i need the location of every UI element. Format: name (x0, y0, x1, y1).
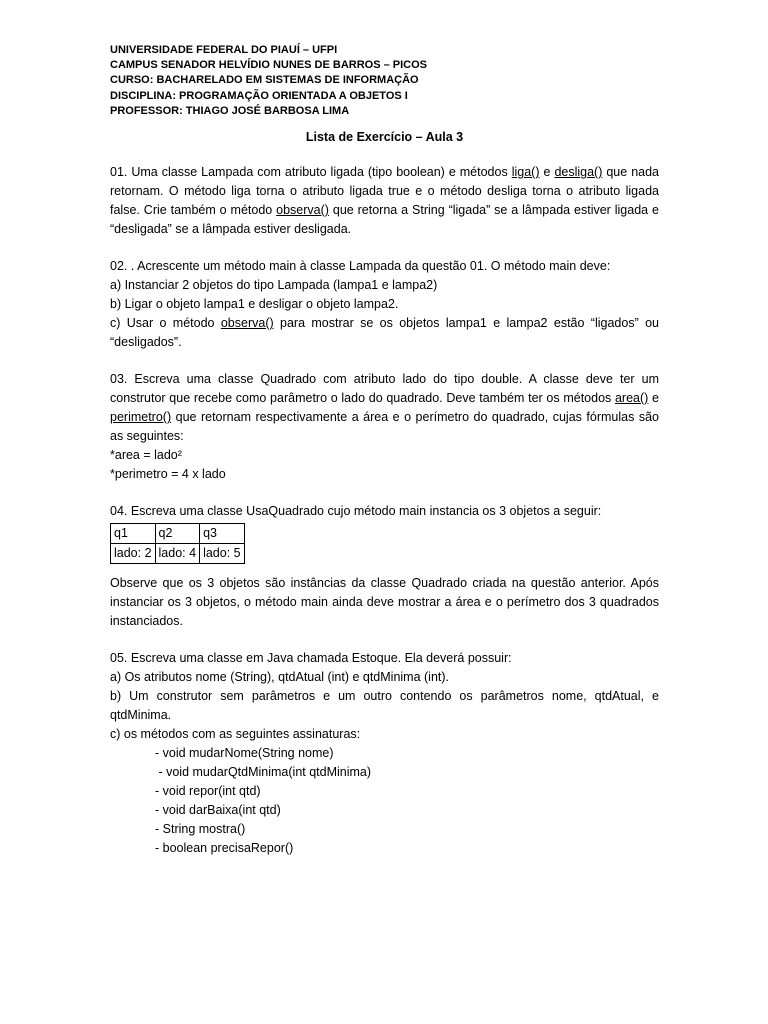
q2-c-text-a: c) Usar o método (110, 316, 221, 331)
table-cell-q1: q1 (111, 524, 156, 544)
q5-item-a: a) Os atributos nome (String), qtdAtual (int) e qtdMinima (int). (110, 670, 450, 685)
q5-method-darbaixa: - void darBaixa(int qtd) (155, 803, 281, 818)
header-university: UNIVERSIDADE FEDERAL DO PIAUÍ – UFPI (110, 44, 338, 56)
q2-item-b: b) Ligar o objeto lampa1 e desligar o objeto lampa2. (110, 297, 399, 312)
q2-item-c (110, 314, 659, 352)
q1-text-a: 01. Uma classe Lampada com atributo ligada (tipo boolean) e métodos (110, 165, 512, 180)
q5-method-mudarnome: - void mudarNome(String nome) (155, 746, 334, 761)
q5-method-precisarepor: - boolean precisaRepor() (155, 841, 294, 856)
q1-text-b: e (539, 165, 555, 180)
q5-intro: 05. Escreva uma classe em Java chamada Estoque. Ela deverá possuir: (110, 651, 512, 666)
header-course: CURSO: BACHARELADO EM SISTEMAS DE INFORMAÇÃO (110, 74, 419, 87)
question-03 (110, 370, 659, 484)
q3-text-c: que retornam respectivamente a área e o perímetro do quadrado, cujas fórmulas são as seguintes: (110, 410, 659, 444)
q3-text-b: e (648, 391, 659, 406)
question-02 (110, 257, 659, 352)
q1-text-c: que nada retornam. O método liga torna o atributo ligada true e o método desliga torna o atributo ligada false. Crie também o método (110, 165, 660, 218)
table-cell-lado-q3: lado: 5 (200, 544, 245, 564)
q5-method-mostra: - String mostra() (155, 822, 246, 837)
q3-method-perimetro: perimetro() (110, 410, 172, 425)
table-cell-q2: q2 (155, 524, 200, 544)
q3-text-a: 03. Escreva uma classe Quadrado com atributo lado do tipo double. A classe deve ter um construtor que recebe como parâmetro o lado do quadrado. Deve também ter os métodos (110, 372, 659, 406)
q1-method-liga: liga() (511, 165, 540, 180)
q5-item-b: b) Um construtor sem parâmetros e um outro contendo os parâmetros nome, qtdAtual, e qtdMinima. (110, 689, 659, 723)
document-header (110, 43, 659, 119)
q1-text-d: que retorna a String “ligada” se a lâmpada estiver ligada e “desligada” se a lâmpada estiver desligada. (110, 203, 659, 237)
table-cell-lado-q2: lado: 4 (155, 544, 200, 564)
header-discipline: DISCIPLINA: PROGRAMAÇÃO ORIENTADA A OBJETOS I (110, 89, 408, 102)
q3-formula-area: *area = lado² (110, 448, 182, 463)
q3-method-area: area() (614, 391, 649, 406)
q3-statement (110, 370, 659, 446)
q4-objects-table (110, 523, 245, 564)
question-05 (110, 649, 659, 858)
header-campus: CAMPUS SENADOR HELVÍDIO NUNES DE BARROS – PICOS (110, 59, 428, 72)
q4-intro: 04. Escreva uma classe UsaQuadrado cujo método main instancia os 3 objetos a seguir: (110, 504, 602, 519)
q2-item-a: a) Instanciar 2 objetos do tipo Lampada (lampa1 e lampa2) (110, 278, 438, 293)
q2-intro: 02. . Acrescente um método main à classe Lampada da questão 01. O método main deve: (110, 259, 611, 274)
table-cell-q3: q3 (200, 524, 245, 544)
q2-method-observa: observa() (220, 316, 274, 331)
q1-method-observa: observa() (276, 203, 329, 218)
q5-method-mudarqtdminima: - void mudarQtdMinima(int qtdMinima) (155, 765, 372, 780)
q4-after-text: Observe que os 3 objetos são instâncias da classe Quadrado criada na questão anterior. Após instanciar os 3 objetos, o método main ainda deve mostrar a área e o perímetro dos 3 quadrados instanciados. (110, 576, 659, 629)
q3-formula-perimetro: *perimetro = 4 x lado (110, 467, 226, 482)
document-content (110, 43, 659, 858)
q1-method-desliga: desliga() (554, 165, 603, 180)
q5-item-c: c) os métodos com as seguintes assinaturas: (110, 727, 361, 742)
table-cell-lado-q1: lado: 2 (111, 544, 156, 564)
question-04 (110, 502, 659, 631)
document-title: Lista de Exercício – Aula 3 (305, 130, 464, 145)
table-row (111, 544, 245, 564)
q2-c-text-b: para mostrar se os objetos lampa1 e lampa2 estão “ligados” ou “desligados”. (110, 316, 659, 350)
table-row (111, 524, 245, 544)
question-01 (110, 163, 659, 239)
header-professor: PROFESSOR: THIAGO JOSÉ BARBOSA LIMA (110, 104, 350, 117)
q5-method-repor: - void repor(int qtd) (155, 784, 261, 799)
